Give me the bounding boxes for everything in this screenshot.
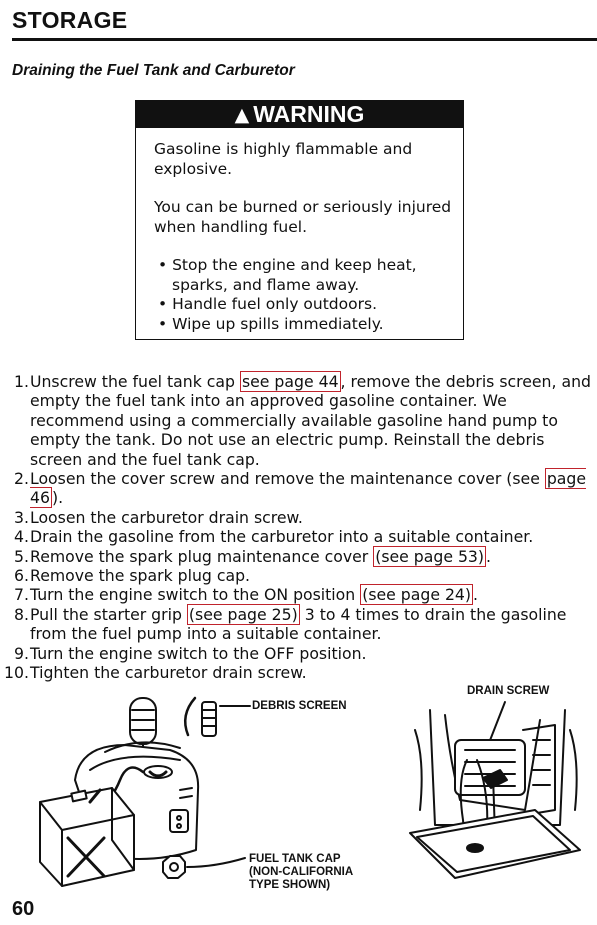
- title-rule: [12, 38, 597, 41]
- page-reference-link[interactable]: (see page 53): [375, 546, 485, 566]
- warning-heading: WARNING: [253, 101, 365, 127]
- warning-header: [136, 101, 463, 128]
- page-reference-link[interactable]: see page 44: [241, 372, 339, 391]
- page-title: STORAGE: [12, 7, 128, 33]
- drain-screw-label: DRAIN SCREW: [467, 685, 550, 697]
- fuel-tank-cap-icon: [163, 856, 245, 878]
- warning-triangle-icon: ▲: [234, 103, 250, 126]
- warning-bullet: • Wipe up spills immediately.: [158, 314, 384, 333]
- step-item: 8. Pull the starter grip (see page 25) 3 to 4 times to drain the gasoline from the fuel pump into a suitable container.: [14, 604, 567, 644]
- gas-can-icon: [40, 788, 134, 886]
- warning-box: [135, 100, 464, 340]
- step-item: 4. Drain the gasoline from the carburetor into a suitable container.: [14, 527, 534, 547]
- step-item: 3. Loosen the carburetor drain screw.: [14, 507, 303, 527]
- step-item: 5. Remove the spark plug maintenance cover (see page 53) .: [14, 546, 492, 566]
- page-reference-link[interactable]: page 46: [30, 469, 587, 508]
- warning-bullet: • Stop the engine and keep heat, sparks, and flame away.: [158, 256, 417, 294]
- warning-bullets: [158, 256, 458, 334]
- step-item: 6. Remove the spark plug cap.: [14, 566, 251, 586]
- step-item: 10. Tighten the carburetor drain screw.: [4, 663, 307, 683]
- warning-bullet: • Handle fuel only outdoors.: [158, 295, 377, 313]
- step-item: 9. Turn the engine switch to the OFF position.: [14, 643, 367, 663]
- fuel-tank-cap-label-2: (NON-CALIFORNIA: [249, 866, 354, 878]
- step-item: 2. Loosen the cover screw and remove the maintenance cover (see page 46 ).: [14, 469, 587, 508]
- step-item: 7. Turn the engine switch to the ON position (see page 24) .: [14, 585, 479, 605]
- page-reference-link[interactable]: (see page 24): [362, 585, 472, 605]
- page-number: 60: [12, 898, 35, 920]
- warning-text-2: You can be burned or seriously injured when handling fuel.: [154, 198, 452, 236]
- page-reference-link[interactable]: (see page 25): [188, 604, 298, 624]
- fuel-tank-cap-label-1: FUEL TANK CAP: [249, 853, 341, 865]
- step-item: 1. Unscrew the fuel tank cap see page 44 , remove the debris screen, and empty the fuel tank into an approved gasoline container. We recommend using a commercially available gasoline hand pump to empty the tank. Do not use an electric pump. Reinstall the debris screen and the fuel tank cap.: [14, 372, 591, 469]
- debris-screen-icon: [185, 698, 250, 736]
- section-subtitle: Draining the Fuel Tank and Carburetor: [12, 62, 295, 79]
- steps-list: [4, 372, 594, 683]
- debris-screen-label: DEBRIS SCREEN: [252, 700, 347, 712]
- drain-screw-illustration: [405, 700, 585, 880]
- fuel-tank-cap-label-3: TYPE SHOWN): [249, 879, 331, 891]
- warning-text-1: Gasoline is highly flammable and explosive.: [154, 140, 413, 178]
- generator-illustration: [30, 690, 280, 890]
